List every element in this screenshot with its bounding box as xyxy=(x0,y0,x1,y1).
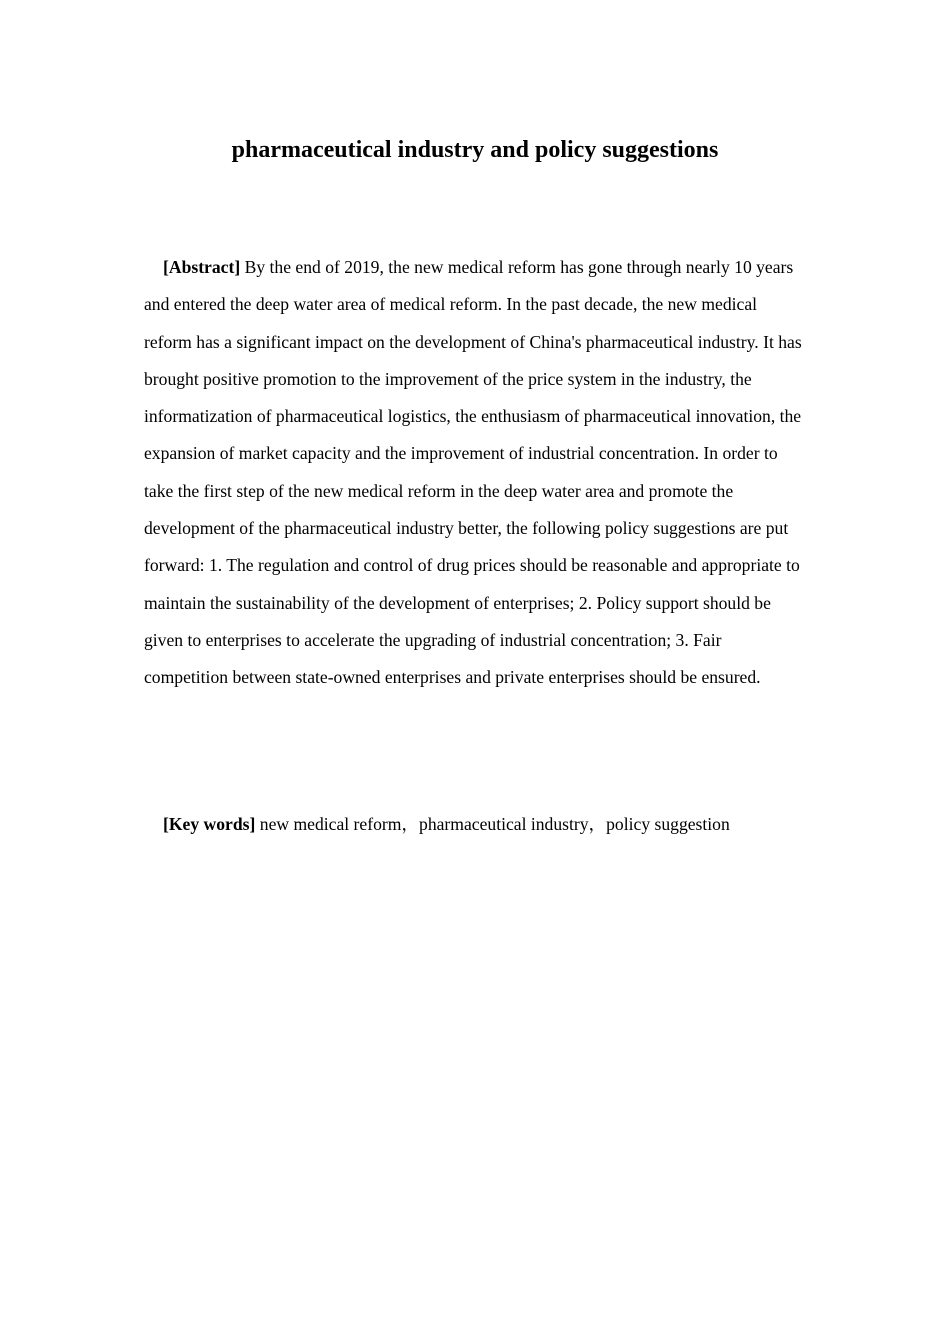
keywords-paragraph xyxy=(144,806,808,843)
abstract-paragraph xyxy=(144,249,808,697)
keywords-text: new medical reform，pharmaceutical industry，policy suggestion xyxy=(259,814,730,834)
abstract-label: [Abstract] xyxy=(163,257,241,277)
keywords-label: [Key words] xyxy=(163,814,256,834)
paper-title: pharmaceutical industry and policy suggestions xyxy=(231,137,719,163)
abstract-text: By the end of 2019, the new medical reform has gone through nearly 10 years and entered the deep water area of medical reform. In the past decade, the new medical reform has a significant impact on the development of China's pharmaceutical industry. It has brought positive promotion to the improvement of the price system in the industry, the informatization of pharmaceutical logistics, the enthusiasm of pharmaceutical innovation, the expansion of market capacity and the improvement of industrial concentration. In order to take the first step of the new medical reform in the deep water area and promote the development of the pharmaceutical industry better, the following policy suggestions are put forward: 1. The regulation and control of drug prices should be reasonable and appropriate to maintain the sustainability of the development of enterprises; 2. Policy support should be given to enterprises to accelerate the upgrading of industrial concentration; 3. Fair competition between state-owned enterprises and private enterprises should be ensured. xyxy=(144,257,802,688)
